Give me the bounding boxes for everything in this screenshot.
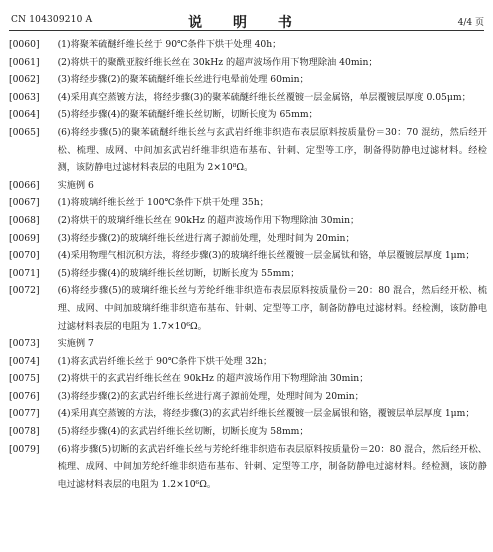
paragraph-text: (4)采用真空蒸镀的方法，将经步骤(3)的玄武岩纤维长丝覆镀一层金属银和铬，覆镀层单层厚度 1μm； [57,408,475,420]
paragraph-text: (4)采用真空蒸镀方法，将经步骤(3)的聚苯硫醚纤维长丝覆镀一层金属铬，单层覆镀层厚度 0.05μm； [57,91,471,103]
paragraph-text: (5)将经步骤(4)的聚苯硫醚纤维长丝切断，切断长度为 65mm； [57,109,318,121]
paragraph [9,106,487,124]
page-header [9,12,484,31]
paragraph [9,194,487,212]
paragraph-number: [0071] [9,267,40,279]
document-body [9,36,487,493]
paragraph-text: (6)将步骤(5)切断的玄武岩纤维长丝与芳纶纤维非织造布表层原料按质量份＝20：80 混合，然后经开松、梳理、成网、中间加芳纶纤维非织造布基布、针刺、定型等工序，制备防静电过滤材料。经检测，该防静电过滤材料表层的电阻为 1.2×10⁶Ω。 [57,443,487,490]
paragraph-text: (2)将烘干的玄武岩纤维长丝在 90kHz 的超声波场作用下物理除油 30min； [57,373,369,385]
paragraph [9,71,487,89]
paragraph-text: (2)将烘干的聚酰亚胺纤维长丝在 30kHz 的超声波场作用下物理除油 40min； [57,56,378,68]
example-heading [9,335,487,353]
paragraph [9,405,487,423]
paragraph-number: [0065] [9,126,40,138]
paragraph-text: (2)将烘干的玻璃纤维长丝在 90kHz 的超声波场作用下物理除油 30min； [57,214,360,226]
paragraph [9,353,487,371]
paragraph-text: (6)将经步骤(5)的玻璃纤维长丝与芳纶纤维非织造布表层原料按质量份＝20：80 混合，然后经开松、梳理、成网、中间加玻璃纤维非织造布基布、针刺、定型等工序，制备防静电过滤材料。经检测，该防静电过滤材料表层的电阻为 1.7×10⁶Ω。 [57,285,487,332]
example-heading [9,177,487,195]
paragraph-number: [0069] [9,232,40,244]
paragraph-text: (3)将经步骤(2)的玄武岩纤维长丝进行离子源前处理，处理时间为 20min； [57,390,364,402]
publication-number: CN 104309210 A [11,15,93,25]
paragraph-number: [0072] [9,285,40,297]
paragraph-text: (5)将经步骤(4)的玻璃纤维长丝切断，切断长度为 55mm； [57,267,300,279]
paragraph-number: [0067] [9,197,40,209]
paragraph-number: [0078] [9,426,40,438]
paragraph-number: [0079] [9,443,40,455]
paragraph-text: (1)将玻璃纤维长丝于 100℃条件下烘干处理 35h； [57,197,269,209]
paragraph-number: [0068] [9,214,40,226]
paragraph [9,247,487,265]
page-indicator: 4/4 页 [457,18,484,28]
paragraph-number: [0077] [9,408,40,420]
paragraph [9,89,487,107]
paragraph-number: [0074] [9,355,40,367]
section-title: 说 明 书 [188,15,305,31]
paragraph-number: [0066] [9,179,40,191]
paragraph-text: (1)将玄武岩纤维长丝于 90℃条件下烘干处理 32h； [57,355,273,367]
paragraph [9,441,487,494]
paragraph-number: [0063] [9,91,40,103]
paragraph [9,388,487,406]
paragraph [9,282,487,335]
paragraph-text: (5)将经步骤(4)的玄武岩纤维长丝切断，切断长度为 58mm； [57,426,309,438]
paragraph-text: (3)将经步骤(2)的聚苯硫醚纤维长丝进行电晕前处理 60min； [57,74,309,86]
paragraph-text: (4)采用物理气相沉积方法，将经步骤(3)的玻璃纤维长丝覆镀一层金属钛和铬，单层覆镀层厚度 1μm； [57,250,475,262]
paragraph [9,370,487,388]
paragraph-number: [0070] [9,250,40,262]
paragraph-text: (6)将经步骤(5)的聚苯硫醚纤维长丝与玄武岩纤维非织造布表层原料按质量份＝30：70 混纺，然后经开松、梳理、成网、中间加玄武岩纤维非织造布基布、针刺、定型等工序，制备得防静电过滤材料。经检测，该防静电过滤材料表层的电阻为 2×10⁸Ω。 [57,126,487,174]
paragraph [9,54,487,72]
paragraph-number: [0060] [9,39,40,50]
paragraph [9,212,487,230]
paragraph-number: [0064] [9,109,40,121]
paragraph-number: [0073] [9,338,40,350]
paragraph-number: [0075] [9,373,40,385]
paragraph-text: 实施例 7 [57,338,94,350]
paragraph [9,230,487,248]
header-rule [9,30,484,31]
paragraph-number: [0061] [9,56,40,68]
paragraph [9,265,487,283]
paragraph-text: (3)将经步骤(2)的玻璃纤维长丝进行离子源前处理，处理时间为 20min； [57,232,355,244]
paragraph-number: [0062] [9,74,40,86]
paragraph [9,124,487,177]
paragraph-number: [0076] [9,390,40,402]
paragraph [9,36,487,54]
paragraph [9,423,487,441]
paragraph-text: (1)将聚苯硫醚纤维长丝于 90℃条件下烘干处理 40h； [57,39,282,50]
paragraph-text: 实施例 6 [57,179,94,191]
